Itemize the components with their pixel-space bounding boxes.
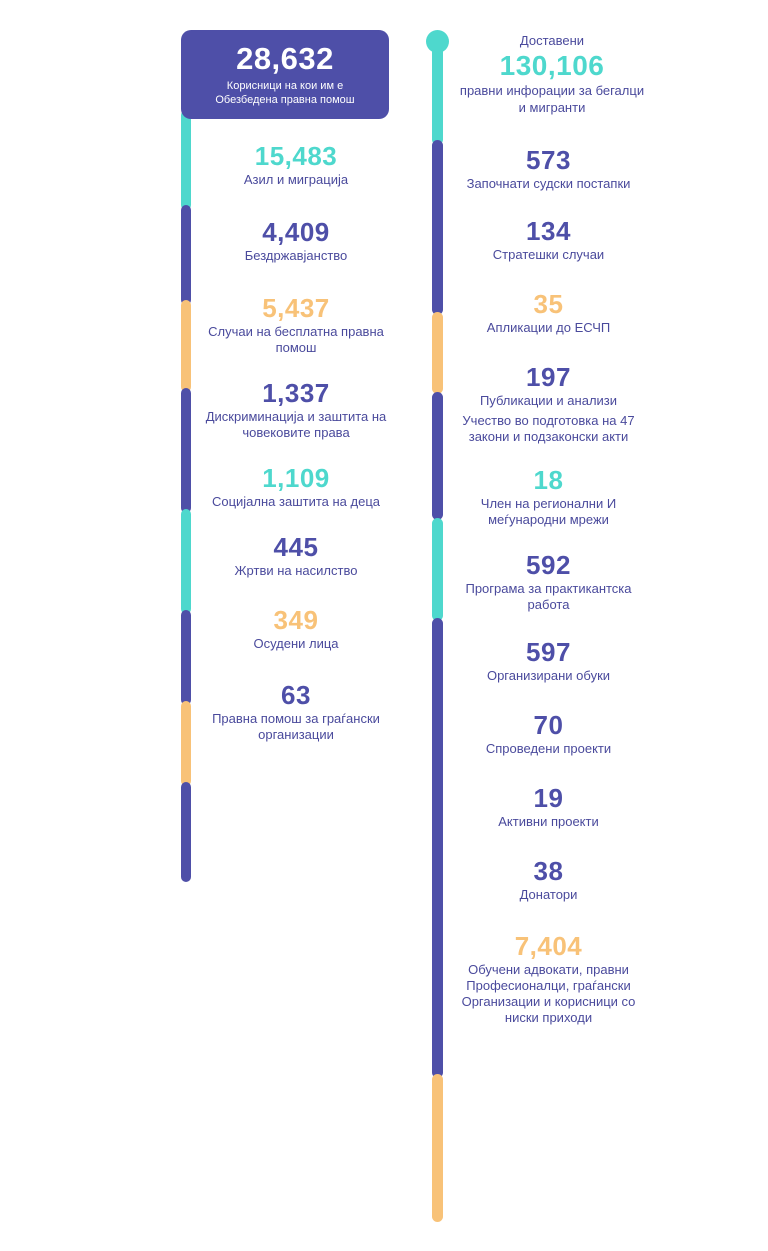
stat-value: 18 xyxy=(533,465,564,495)
list-item xyxy=(432,145,640,192)
stat-value: 63 xyxy=(281,680,311,710)
stat-label: Учество во подготовка на 47 закони и подзаконски акти xyxy=(462,413,635,444)
list-item xyxy=(181,141,389,188)
stat-label: Публикации и анализи xyxy=(479,393,618,408)
stat-value: 573 xyxy=(526,145,571,175)
stat-label: Донатори xyxy=(519,887,578,902)
list-item xyxy=(181,532,389,579)
stat-label: Организирани обуки xyxy=(486,668,611,683)
list-item xyxy=(432,216,640,263)
stat-label: Обучени адвокати, правни Професионалци, граѓански Организации и корисници со ниски приходи xyxy=(461,962,636,1025)
stat-label: Дискриминација и заштита на човековите права xyxy=(205,409,387,440)
list-item xyxy=(181,463,389,510)
stat-value: 5,437 xyxy=(262,293,330,323)
stat-value: 597 xyxy=(526,637,571,667)
rail-segment-left-purple-4 xyxy=(181,782,191,882)
stat-value: 445 xyxy=(273,532,319,562)
list-item xyxy=(181,680,389,743)
header-value: 28,632 xyxy=(236,41,334,76)
stat-value: 4,409 xyxy=(262,217,330,247)
rail-segment-right-teal-1 xyxy=(432,40,443,145)
right-column xyxy=(432,145,640,1026)
list-item xyxy=(432,931,640,1026)
left-column xyxy=(181,30,389,743)
list-item xyxy=(432,856,640,903)
right-header-label: правни инфорации за бегалци и мигранти xyxy=(459,83,645,115)
stat-value: 592 xyxy=(526,550,571,580)
list-item xyxy=(432,413,640,445)
header-card xyxy=(181,30,389,119)
right-header xyxy=(457,32,647,116)
list-item xyxy=(181,378,389,441)
stat-label: Социјална заштита на деца xyxy=(211,494,381,509)
right-header-top: Доставени xyxy=(519,33,585,48)
list-item xyxy=(432,362,640,409)
stat-label: Случаи на бесплатна правна помош xyxy=(208,324,384,355)
stat-label: Член на регионални И меѓународни мрежи xyxy=(480,496,617,527)
list-item xyxy=(432,783,640,830)
list-item xyxy=(181,217,389,264)
stat-label: Осудени лица xyxy=(253,636,339,651)
stat-label: Започнати судски постапки xyxy=(466,176,631,191)
stat-value: 134 xyxy=(526,216,571,246)
stat-value: 1,337 xyxy=(262,378,330,408)
list-item xyxy=(432,465,640,528)
list-item xyxy=(432,289,640,336)
list-item xyxy=(181,293,389,356)
stat-value: 15,483 xyxy=(254,141,338,171)
stat-value: 38 xyxy=(533,856,564,886)
stat-value: 19 xyxy=(533,783,564,813)
stat-label: Бездржавјанство xyxy=(244,248,348,263)
stat-label: Активни проекти xyxy=(498,814,599,829)
stat-value: 349 xyxy=(273,605,319,635)
stat-label: Апликации до ЕСЧП xyxy=(486,320,611,335)
stat-value: 197 xyxy=(526,362,571,392)
stat-label: Стратешки случаи xyxy=(492,247,605,262)
list-item xyxy=(181,605,389,652)
stat-value: 70 xyxy=(533,710,564,740)
list-item xyxy=(432,550,640,613)
stat-label: Жртви на насилство xyxy=(234,563,358,578)
stat-label: Азил и миграција xyxy=(243,172,349,187)
stat-value: 1,109 xyxy=(262,463,330,493)
header-label: Корисници на кои им е Обезбедена правна помош xyxy=(215,80,355,106)
list-item xyxy=(432,710,640,757)
right-header-value: 130,106 xyxy=(499,50,605,81)
stat-label: Правна помош за граѓански организации xyxy=(212,711,380,742)
stat-label: Спроведени проекти xyxy=(485,741,612,756)
list-item xyxy=(432,637,640,684)
stat-label: Програма за практикантска работа xyxy=(465,581,632,612)
rail-segment-right-orange-2 xyxy=(432,1074,443,1222)
stat-value: 7,404 xyxy=(514,931,583,961)
stat-value: 35 xyxy=(533,289,564,319)
